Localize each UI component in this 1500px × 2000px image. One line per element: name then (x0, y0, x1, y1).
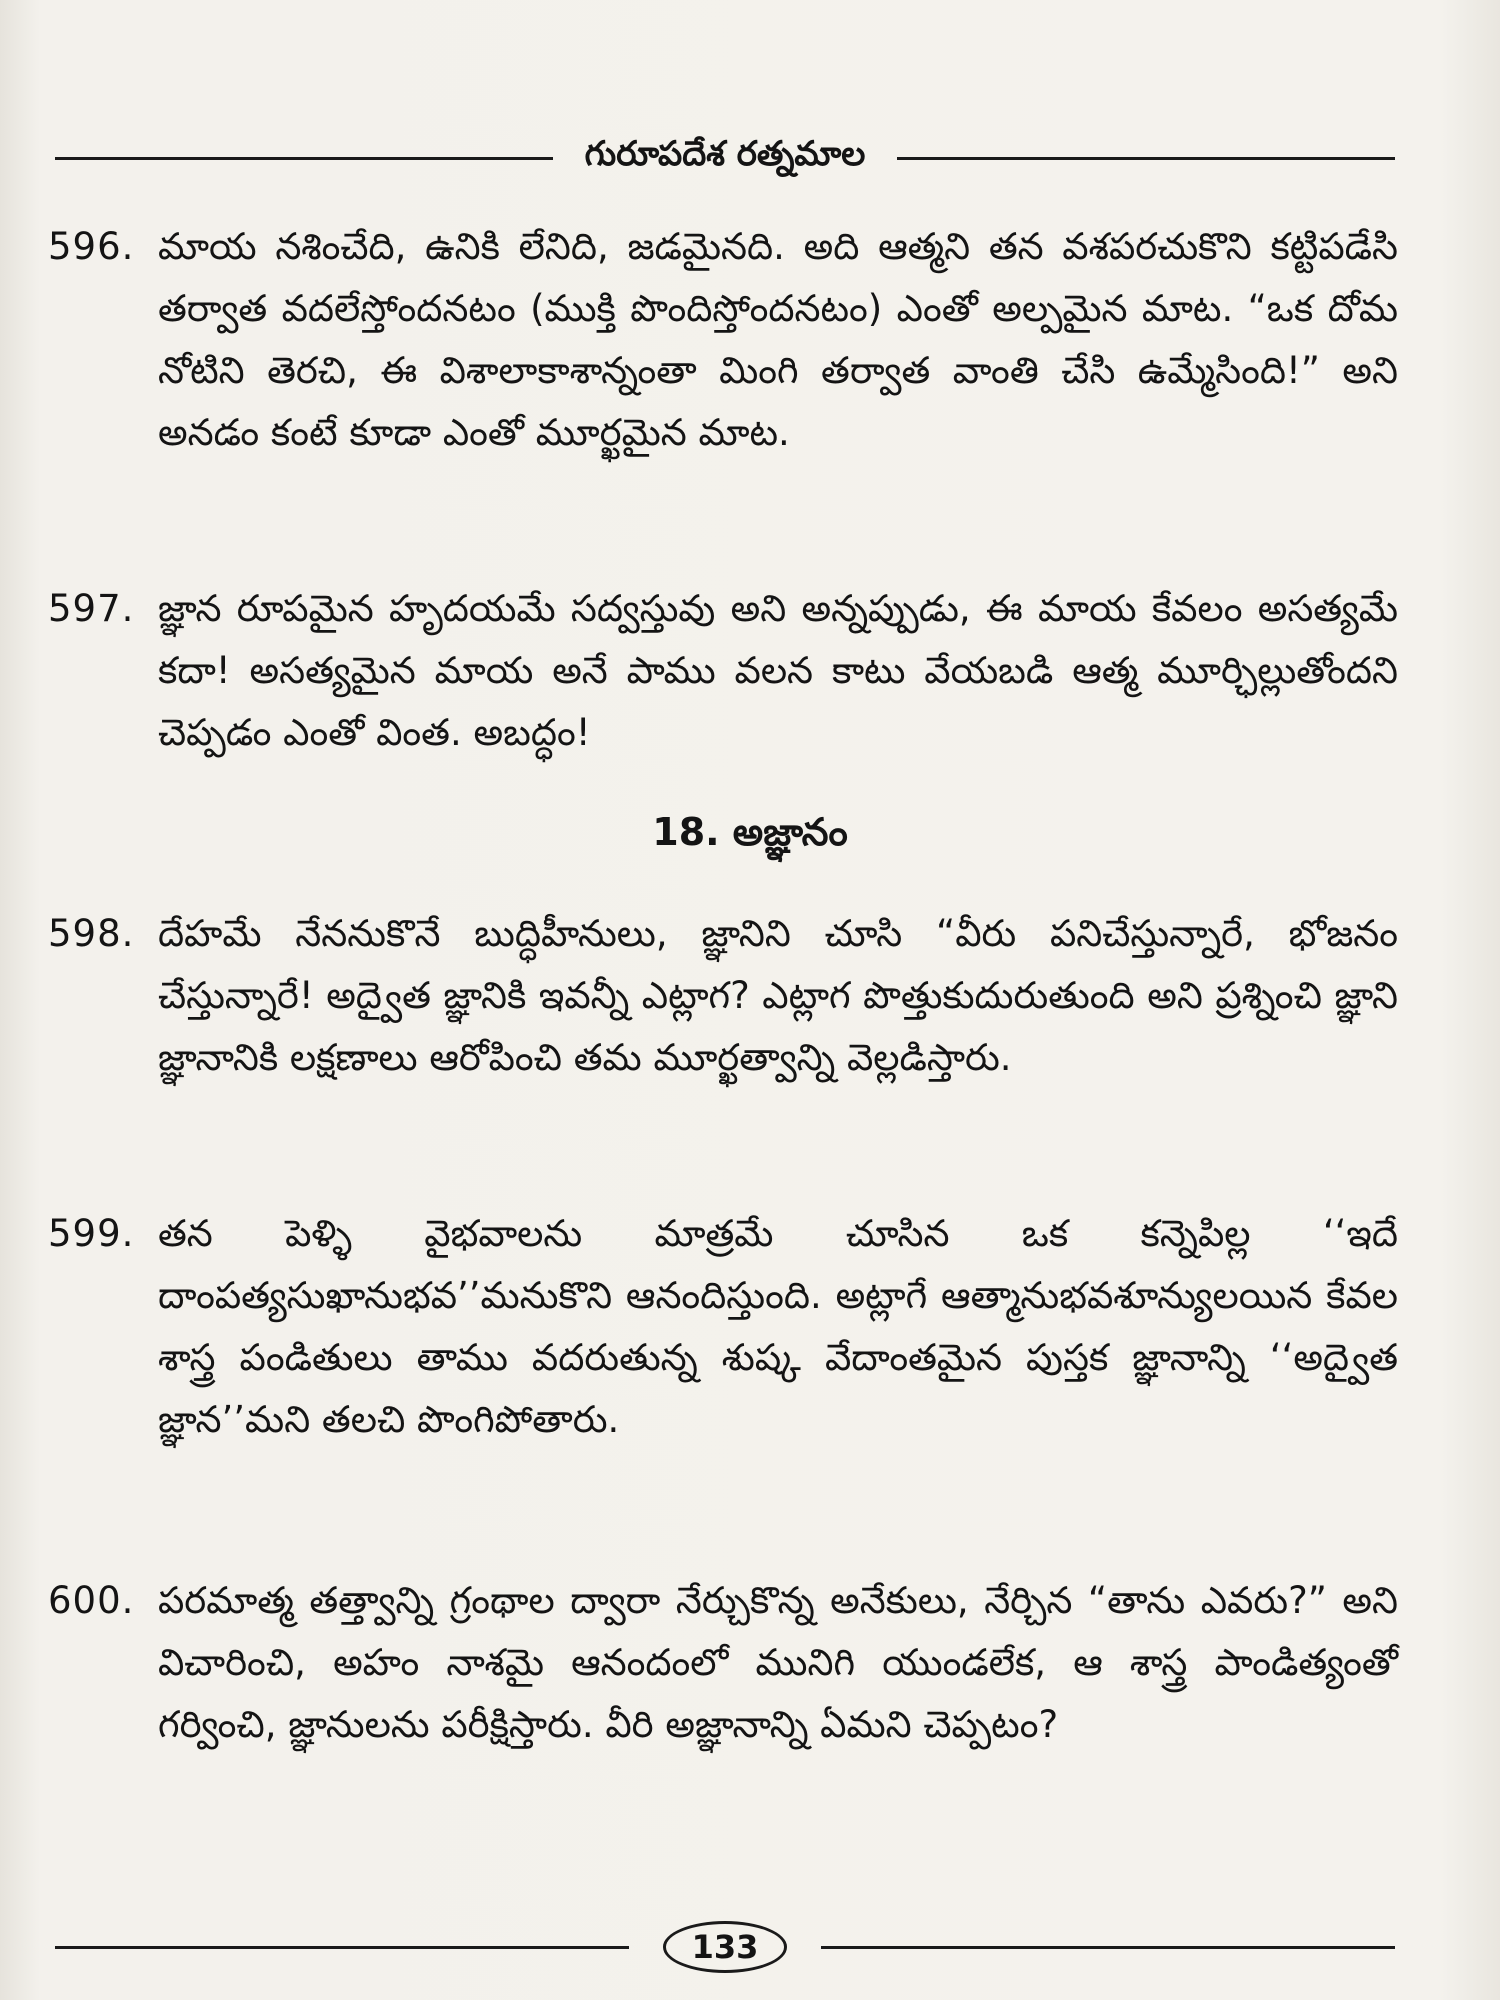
verse-599 (48, 1203, 1398, 1451)
verse-597 (48, 578, 1398, 764)
verse-number: 600. (48, 1579, 135, 1622)
verse-number: 596. (48, 225, 135, 268)
verse-596 (48, 216, 1398, 464)
book-title: గురూపదేశ రత్నమాల (584, 134, 866, 174)
verse-text: మాయ నశించేది, ఉనికి లేనిది, జడమైనది. అది ఆత్మని తన వశపరచుకొని కట్టిపడేసి తర్వాత వదలేస్తోందనటం (ముక్తి పొందిస్తోందనటం) ఎంతో అల్పమైన మాట. “ఒక దోమ నోటిని తెరచి, ఈ విశాలాకాశాన్నంతా మింగి తర్వాత వాంతి చేసి ఉమ్మేసింది!” అని అనడం కంటే కూడా ఎంతో మూర్ఖమైన మాట. (158, 225, 1398, 454)
footer-rule-right (821, 1946, 1395, 1949)
verse-text: దేహమే నేననుకొనే బుద్ధిహీనులు, జ్ఞానిని చూసి “వీరు పనిచేస్తున్నారే, భోజనం చేస్తున్నారే! అద్వైత జ్ఞానికి ఇవన్నీ ఎట్లాగ? ఎట్లాగ పొత్తుకుదురుతుంది అని ప్రశ్నించి జ్ఞాని జ్ఞానానికి లక్షణాలు ఆరోపించి తమ మూర్ఖత్వాన్ని వెల్లడిస్తారు. (158, 912, 1398, 1079)
verse-598 (48, 903, 1398, 1089)
header-rule-left (55, 157, 553, 160)
page-number: 133 (663, 1921, 788, 1973)
verse-number: 599. (48, 1212, 135, 1255)
verse-text: పరమాత్మ తత్త్వాన్ని గ్రంథాల ద్వారా నేర్చుకొన్న అనేకులు, నేర్చిన “తాను ఎవరు?” అని విచారించి, అహం నాశమై ఆనందంలో మునిగి యుండలేక, ఆ శాస్త్ర పాండిత్యంతో గర్వించి, జ్ఞానులను పరీక్షిస్తారు. వీరి అజ్ఞానాన్ని ఏమని చెప్పటం? (158, 1579, 1398, 1746)
page-footer (55, 1917, 1395, 1977)
section-heading: 18. అజ్ఞానం (652, 810, 848, 854)
verse-text: తన పెళ్ళి వైభవాలను మాత్రమే చూసిన ఒక కన్నెపిల్ల ‘‘ఇదే దాంపత్యసుఖానుభవ’’మనుకొని ఆనందిస్తుంది. అట్లాగే ఆత్మానుభవశూన్యులయిన కేవల శాస్త్ర పండితులు తాము వదరుతున్న శుష్క వేదాంతమైన పుస్తక జ్ఞానాన్ని ‘‘అద్వైత జ్ఞాన’’మని తలచి పొంగిపోతారు. (158, 1212, 1398, 1441)
verse-600 (48, 1570, 1398, 1756)
running-header (55, 134, 1395, 178)
verse-text: జ్ఞాన రూపమైన హృదయమే సద్వస్తువు అని అన్నప్పుడు, ఈ మాయ కేవలం అసత్యమే కదా! అసత్యమైన మాయ అనే పాము వలన కాటు వేయబడి ఆత్మ మూర్ఛిల్లుతోందని చెప్పడం ఎంతో వింత. అబద్ధం! (158, 587, 1398, 754)
header-rule-right (897, 157, 1395, 160)
verse-number: 598. (48, 912, 135, 955)
verse-number: 597. (48, 587, 135, 630)
footer-rule-left (55, 1946, 629, 1949)
